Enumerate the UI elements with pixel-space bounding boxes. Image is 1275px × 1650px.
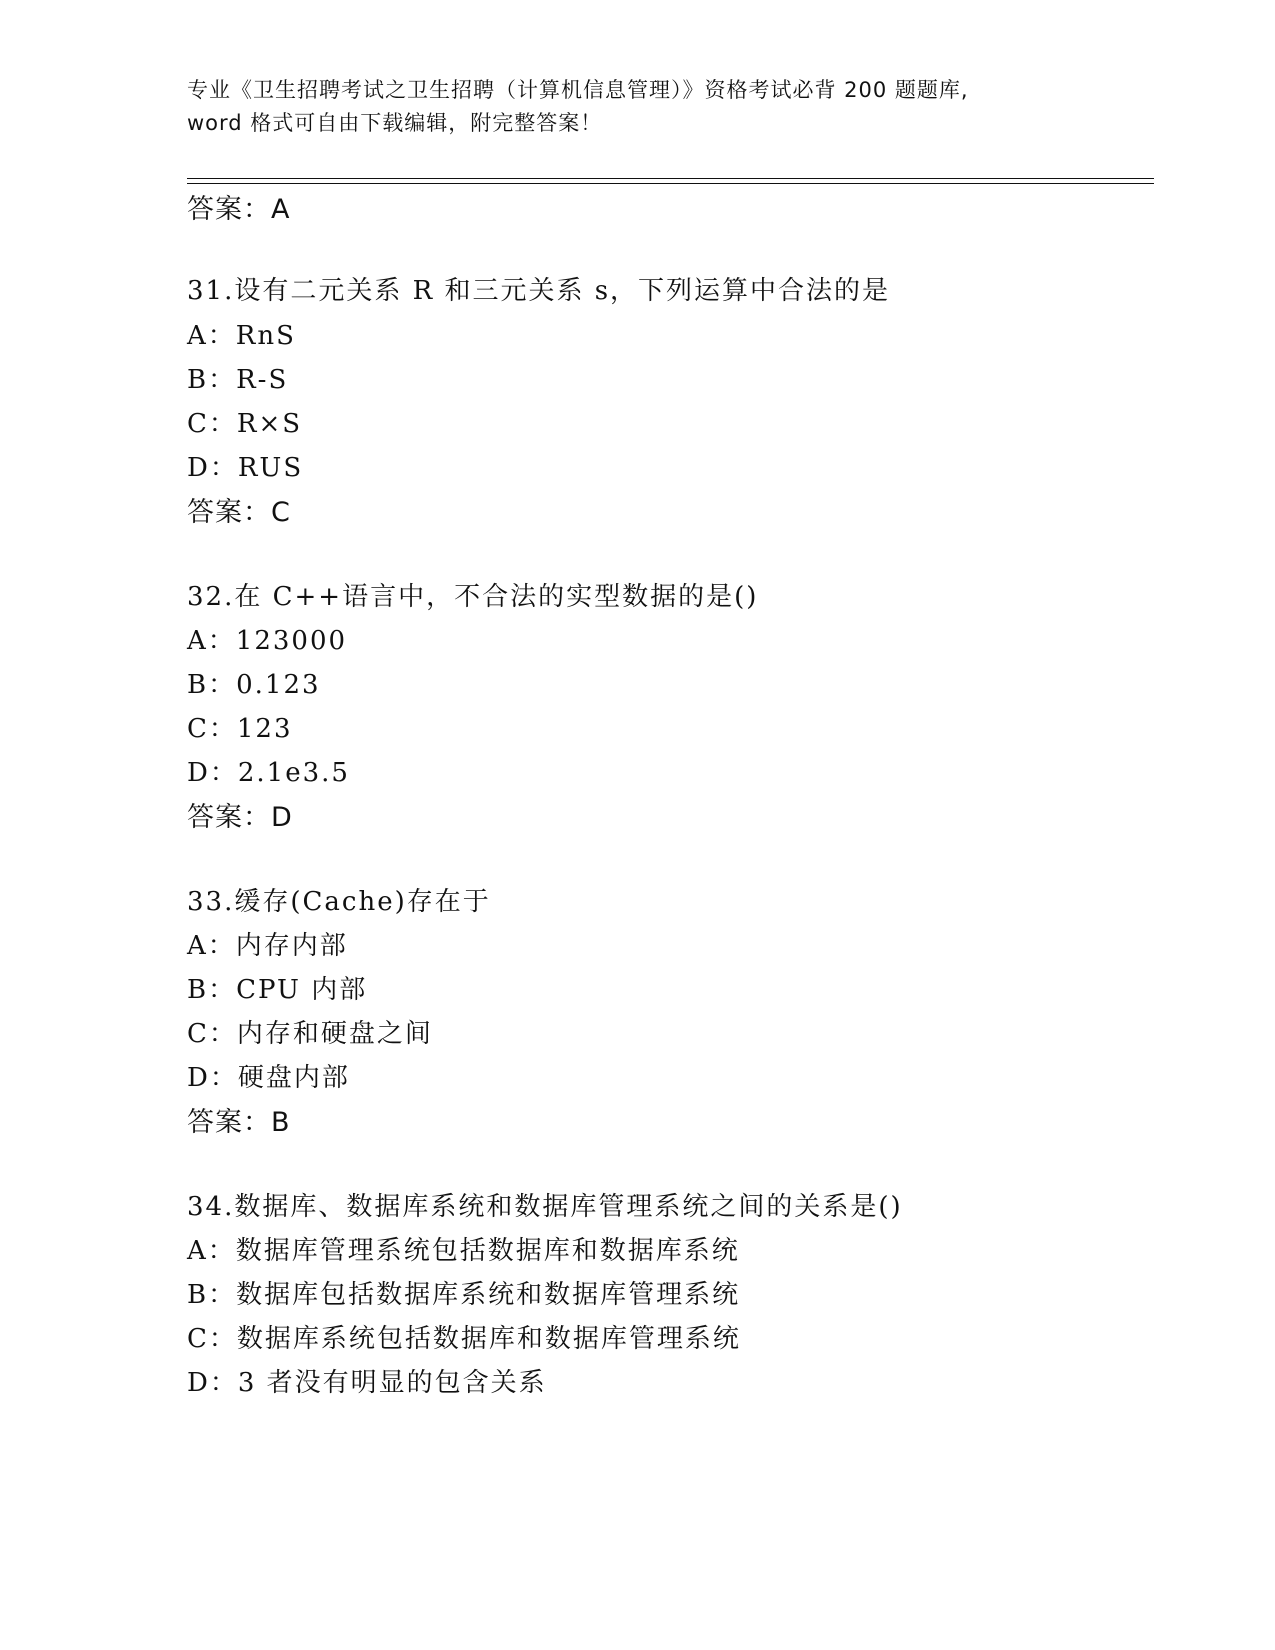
option-c: C：123	[187, 714, 293, 744]
answer-line: 答案：C	[187, 497, 291, 528]
question-stem: 31.设有二元关系 R 和三元关系 s，下列运算中合法的是	[187, 276, 891, 306]
header-line-2: word 格式可自由下载编辑，附完整答案！	[187, 111, 603, 135]
answer-line: 答案：D	[187, 802, 293, 833]
answer-line: 答案：A	[187, 194, 291, 225]
page-header	[187, 74, 1087, 140]
option-c: C：R×S	[187, 409, 303, 439]
option-a: A：123000	[187, 626, 348, 656]
question-stem: 33.缓存(Cache)存在于	[187, 887, 491, 917]
option-d: D：硬盘内部	[187, 1063, 350, 1093]
header-line-1: 专业《卫生招聘考试之卫生招聘（计算机信息管理）》资格考试必背 200 题题库,	[187, 78, 969, 102]
option-d: D：RUS	[187, 453, 304, 483]
header-rule	[187, 178, 1154, 184]
option-b: B：数据库包括数据库系统和数据库管理系统	[187, 1280, 741, 1310]
option-d: D：2.1e3.5	[187, 758, 350, 788]
question-stem: 32.在 C++语言中，不合法的实型数据的是()	[187, 582, 759, 612]
option-d: D：3 者没有明显的包含关系	[187, 1368, 547, 1398]
option-c: C：数据库系统包括数据库和数据库管理系统	[187, 1324, 741, 1354]
question-stem: 34.数据库、数据库系统和数据库管理系统之间的关系是()	[187, 1192, 903, 1222]
option-b: B：R-S	[187, 365, 289, 395]
option-a: A：数据库管理系统包括数据库和数据库系统	[187, 1236, 740, 1266]
option-b: B：0.123	[187, 670, 321, 700]
option-a: A：内存内部	[187, 931, 348, 961]
option-b: B：CPU 内部	[187, 975, 368, 1005]
option-a: A：RnS	[187, 321, 296, 351]
answer-line: 答案：B	[187, 1107, 291, 1138]
option-c: C：内存和硬盘之间	[187, 1019, 433, 1049]
